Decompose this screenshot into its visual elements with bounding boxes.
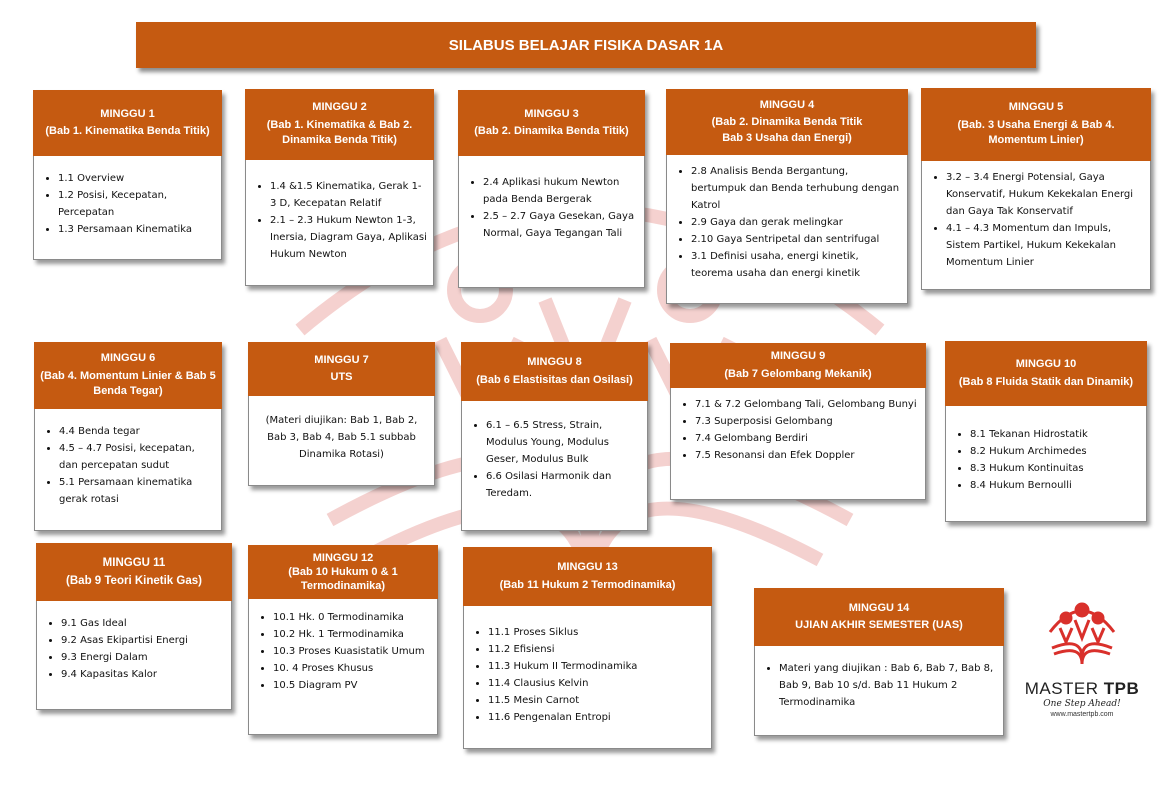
logo-wordmark: [1008, 679, 1156, 699]
week-header: [945, 341, 1147, 406]
chapter-label: (Bab 9 Teori Kinetik Gas): [66, 575, 202, 587]
week-card-11: [36, 543, 232, 710]
chapter-label: (Bab 11 Hukum 2 Termodinamika): [499, 578, 676, 591]
week-topics: [34, 409, 222, 531]
week-topics: [461, 401, 648, 531]
week-header: [248, 545, 438, 599]
exam-note: (Materi diujikan: Bab 1, Bab 2, Bab 3, Bab 4, Bab 5.1 subbab Dinamika Rotasi): [265, 415, 418, 460]
topic-item: • 9.1 Gas Ideal: [61, 615, 225, 632]
week-topics: [754, 646, 1004, 736]
topic-item: • 10.2 Hk. 1 Termodinamika: [273, 626, 431, 643]
topic-item: • 8.1 Tekanan Hidrostatik: [970, 426, 1140, 443]
week-header: [670, 343, 926, 388]
topic-item: • 3.2 – 3.4 Energi Potensial, Gaya Konservatif, Hukum Kekekalan Energi dan Gaya Tak Konservatif: [946, 169, 1144, 220]
week-topics: [245, 160, 434, 286]
topic-item: • 1.1 Overview: [58, 170, 215, 187]
topic-item: • 7.3 Superposisi Gelombang: [695, 413, 919, 430]
week-header: [463, 547, 712, 606]
week-topics: [670, 388, 926, 500]
week-card-6: [34, 342, 222, 531]
topic-item: • 9.4 Kapasitas Kalor: [61, 666, 225, 683]
week-card-9: [670, 343, 926, 500]
week-topics: [666, 155, 908, 304]
topic-item: • 2.5 – 2.7 Gaya Gesekan, Gaya Normal, Gaya Tegangan Tali: [483, 208, 638, 242]
topic-item: • 11.2 Efisiensi: [488, 641, 705, 658]
week-header: [458, 90, 645, 156]
week-card-5: [921, 88, 1151, 290]
week-header: [34, 342, 222, 409]
week-label: MINGGU 6: [100, 352, 156, 365]
topic-item: • 1.4 &1.5 Kinematika, Gerak 1-3 D, Kecepatan Relatif: [270, 178, 427, 212]
chapter-label: UJIAN AKHIR SEMESTER (UAS): [795, 619, 963, 631]
week-label: MINGGU 13: [557, 561, 618, 574]
topic-item: • 11.6 Pengenalan Entropi: [488, 709, 705, 726]
week-topics: [458, 156, 645, 288]
topic-item: • 6.6 Osilasi Harmonik dan Teredam.: [486, 468, 641, 502]
week-card-1: [33, 90, 222, 260]
topic-item: • 11.4 Clausius Kelvin: [488, 675, 705, 692]
topic-item: • 9.2 Asas Ekipartisi Energi: [61, 632, 225, 649]
chapter-label: (Bab 2. Dinamika Benda Titik Bab 3 Usaha dan Energi): [711, 116, 863, 144]
logo-url: www.mastertpb.com: [1050, 711, 1114, 718]
week-card-13: [463, 547, 712, 749]
week-label: MINGGU 9: [770, 350, 826, 363]
topic-item: • 2.8 Analisis Benda Bergantung, bertumpuk dan Benda terhubung dengan Katrol: [691, 163, 901, 214]
topic-item: • 1.3 Persamaan Kinematika: [58, 221, 215, 238]
chapter-label: (Bab. 3 Usaha Energi & Bab 4. Momentum Linier): [957, 118, 1115, 147]
week-label: MINGGU 3: [524, 107, 579, 120]
chapter-label: UTS: [330, 371, 353, 383]
chapter-label: (Bab 10 Hukum 0 & 1 Termodinamika): [288, 565, 398, 592]
week-label: MINGGU 8: [527, 356, 582, 369]
topic-item: • 2.9 Gaya dan gerak melingkar: [691, 214, 901, 231]
topic-item: • 10.3 Proses Kuasistatik Umum: [273, 643, 431, 660]
week-label: MINGGU 11: [102, 556, 166, 569]
week-header: [461, 342, 648, 401]
chapter-label: (Bab 6 Elastisitas dan Osilasi): [476, 373, 633, 386]
week-label: MINGGU 5: [1008, 101, 1064, 114]
topic-item: • 5.1 Persamaan kinematika gerak rotasi: [59, 474, 215, 508]
topic-item: • 7.1 & 7.2 Gelombang Tali, Gelombang Bunyi: [695, 396, 919, 413]
topic-item: • 8.2 Hukum Archimedes: [970, 443, 1140, 460]
week-topics: [36, 601, 232, 710]
week-topics: [33, 156, 222, 260]
chapter-label: (Bab 1. Kinematika Benda Titik): [45, 125, 210, 137]
topic-item: • 2.1 – 2.3 Hukum Newton 1-3, Inersia, Diagram Gaya, Aplikasi Hukum Newton: [270, 212, 427, 263]
week-card-2: [245, 89, 434, 286]
week-label: MINGGU 10: [1015, 358, 1077, 371]
chapter-label: (Bab 8 Fluida Statik dan Dinamik): [958, 375, 1134, 388]
topic-item: • 10. 4 Proses Khusus: [273, 660, 431, 677]
week-header: [245, 89, 434, 160]
chapter-label: (Bab 1. Kinematika & Bab 2. Dinamika Benda Titik): [266, 118, 413, 147]
topic-item: • 3.1 Definisi usaha, energi kinetik, teorema usaha dan energi kinetik: [691, 248, 901, 282]
topic-item: • 4.4 Benda tegar: [59, 423, 215, 440]
week-card-7: [248, 342, 435, 486]
logo-name-master: MASTER: [1024, 679, 1099, 698]
people-reading-book-icon: [1042, 592, 1122, 670]
week-header: [666, 89, 908, 155]
topic-item: • 11.1 Proses Siklus: [488, 624, 705, 641]
topic-item: • 7.4 Gelombang Berdiri: [695, 430, 919, 447]
topic-item: • 1.2 Posisi, Kecepatan, Percepatan: [58, 187, 215, 221]
week-topics: [248, 396, 435, 486]
week-topics: [463, 606, 712, 749]
chapter-label: (Bab 2. Dinamika Benda Titik): [474, 125, 629, 137]
week-card-8: [461, 342, 648, 531]
topic-item: • 4.1 – 4.3 Momentum dan Impuls, Sistem Partikel, Hukum Kekekalan Momentum Linier: [946, 220, 1144, 271]
week-topics: [945, 406, 1147, 522]
week-header: [36, 543, 232, 601]
week-label: MINGGU 14: [848, 601, 910, 614]
page-title: SILABUS BELAJAR FISIKA DASAR 1A: [136, 22, 1036, 68]
topic-item: • 2.4 Aplikasi hukum Newton pada Benda Bergerak: [483, 174, 638, 208]
topic-item: • 7.5 Resonansi dan Efek Doppler: [695, 447, 919, 464]
topic-item: • Materi yang diujikan : Bab 6, Bab 7, Bab 8, Bab 9, Bab 10 s/d. Bab 11 Hukum 2 Termodinamika: [779, 660, 997, 711]
chapter-label: (Bab 7 Gelombang Mekanik): [724, 367, 872, 380]
topic-item: • 10.1 Hk. 0 Termodinamika: [273, 609, 431, 626]
week-label: MINGGU 2: [312, 101, 367, 114]
chapter-label: (Bab 4. Momentum Linier & Bab 5 Benda Tegar): [40, 369, 216, 398]
logo-tagline: One Step Ahead!: [1043, 699, 1121, 709]
week-header: [33, 90, 222, 156]
topic-item: • 8.4 Hukum Bernoulli: [970, 477, 1140, 494]
topic-item: • 9.3 Energi Dalam: [61, 649, 225, 666]
week-label: MINGGU 4: [759, 98, 815, 111]
week-card-14: [754, 588, 1004, 736]
week-topics: [248, 599, 438, 735]
topic-item: • 6.1 – 6.5 Stress, Strain, Modulus Young, Modulus Geser, Modulus Bulk: [486, 417, 641, 468]
week-card-12: [248, 545, 438, 735]
week-label: MINGGU 7: [314, 353, 369, 366]
topic-item: • 10.5 Diagram PV: [273, 677, 431, 694]
week-topics: [921, 161, 1151, 290]
week-label: MINGGU 12: [312, 551, 374, 564]
week-header: [921, 88, 1151, 161]
logo-name-tpb: TPB: [1103, 679, 1140, 698]
week-card-3: [458, 90, 645, 288]
topic-item: • 11.3 Hukum II Termodinamika: [488, 658, 705, 675]
week-card-10: [945, 341, 1147, 522]
week-header: [754, 588, 1004, 646]
topic-item: • 2.10 Gaya Sentripetal dan sentrifugal: [691, 231, 901, 248]
topic-item: • 11.5 Mesin Carnot: [488, 692, 705, 709]
week-card-4: [666, 89, 908, 304]
topic-item: • 4.5 – 4.7 Posisi, kecepatan, dan percepatan sudut: [59, 440, 215, 474]
master-tpb-logo: [1008, 592, 1156, 722]
week-label: MINGGU 1: [100, 107, 155, 120]
week-header: [248, 342, 435, 396]
topic-item: • 8.3 Hukum Kontinuitas: [970, 460, 1140, 477]
